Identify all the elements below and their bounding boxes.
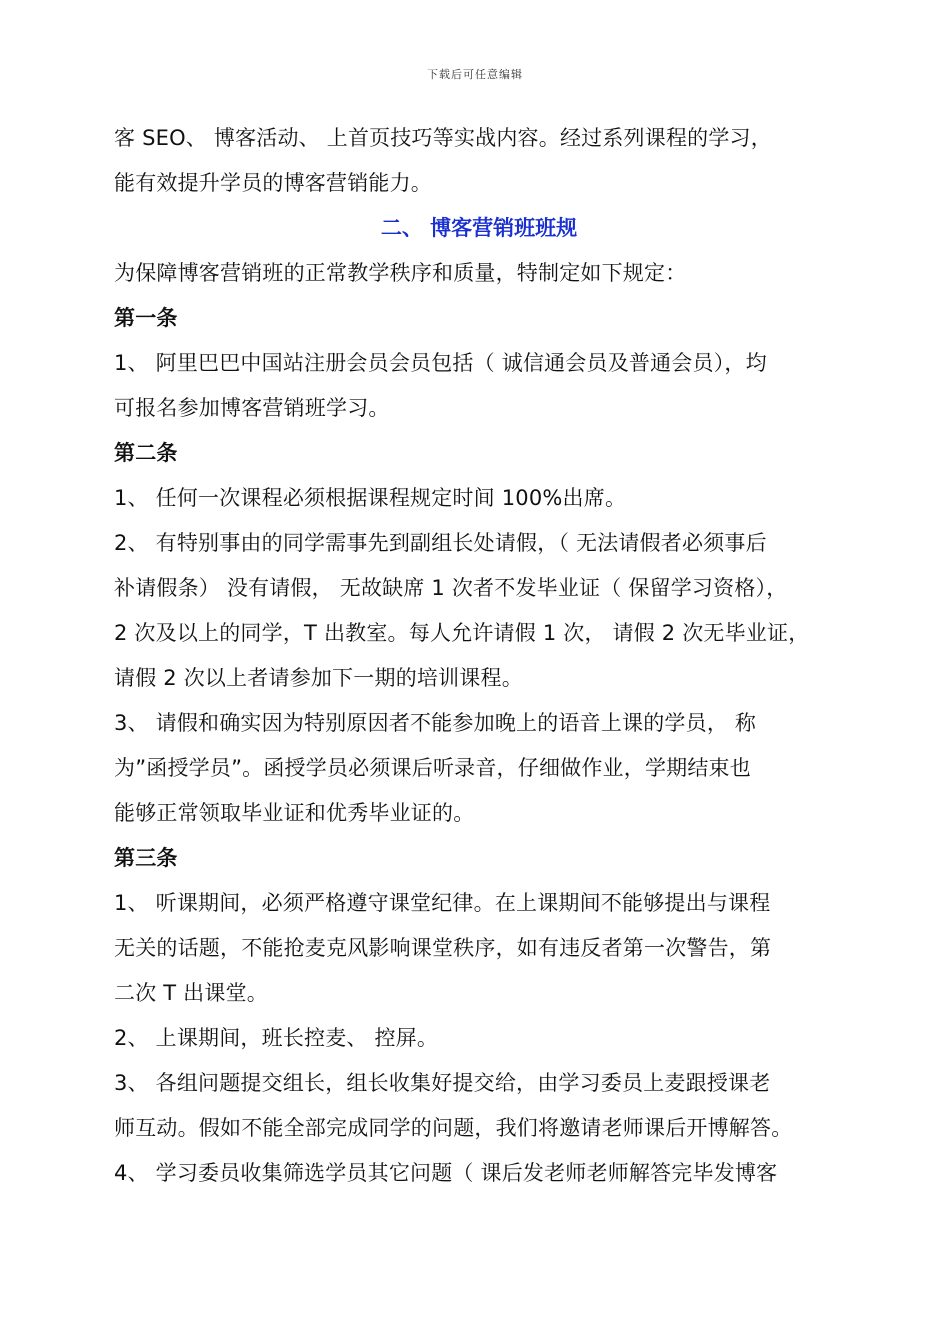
- section-lead: 为保障博客营销班的正常教学秩序和质量，特制定如下规定：: [114, 261, 687, 285]
- article-line: 能够正常领取毕业证和优秀毕业证的。: [114, 801, 475, 825]
- article-heading: 第一条: [114, 306, 178, 330]
- article-line: 2、 上课期间，班长控麦、 控屏。: [114, 1026, 439, 1050]
- article-line: 3、 请假和确实因为特别原因者不能参加晚上的语音上课的学员， 称: [114, 711, 757, 735]
- article-line: 1、 阿里巴巴中国站注册会员会员包括（ 诚信通会员及普通会员），均: [114, 351, 767, 375]
- article-line: 二次 T 出课堂。: [114, 981, 268, 1005]
- article-line: 1、 听课期间，必须严格遵守课堂纪律。在上课期间不能够提出与课程: [114, 891, 771, 915]
- article-line: 为”函授学员”。函授学员必须课后听录音，仔细做作业，学期结束也: [114, 756, 751, 780]
- article-line: 师互动。假如不能全部完成同学的问题，我们将邀请老师课后开博解答。: [114, 1116, 793, 1140]
- article-line: 请假 2 次以上者请参加下一期的培训课程。: [114, 666, 523, 690]
- article-line: 2 次及以上的同学，T 出教室。每人允许请假 1 次， 请假 2 次无毕业证，: [114, 621, 810, 645]
- article-line: 补请假条） 没有请假， 无故缺席 1 次者不发毕业证（ 保留学习资格），: [114, 576, 788, 600]
- intro-line: 客 SEO、 博客活动、 上首页技巧等实战内容。经过系列课程的学习，: [114, 126, 772, 150]
- article-line: 1、 任何一次课程必须根据课程规定时间 100%出席。: [114, 486, 627, 510]
- article-heading: 第三条: [114, 846, 178, 870]
- article-heading: 第二条: [114, 441, 178, 465]
- article-line: 3、 各组问题提交组长，组长收集好提交给，由学习委员上麦跟授课老: [114, 1071, 771, 1095]
- page-header-note: 下载后可任意编辑: [427, 68, 523, 81]
- article-line: 可报名参加博客营销班学习。: [114, 396, 390, 420]
- article-line: 无关的话题，不能抢麦克风影响课堂秩序，如有违反者第一次警告，第: [114, 936, 772, 960]
- article-line: 2、 有特别事由的同学需事先到副组长处请假，（ 无法请假者必须事后: [114, 531, 767, 555]
- article-line: 4、 学习委员收集筛选学员其它问题（ 课后发老师老师解答完毕发博客: [114, 1161, 778, 1185]
- document-body: [114, 116, 844, 1196]
- section-title: 二、 博客营销班班规: [380, 216, 578, 240]
- intro-line: 能有效提升学员的博客营销能力。: [114, 171, 432, 195]
